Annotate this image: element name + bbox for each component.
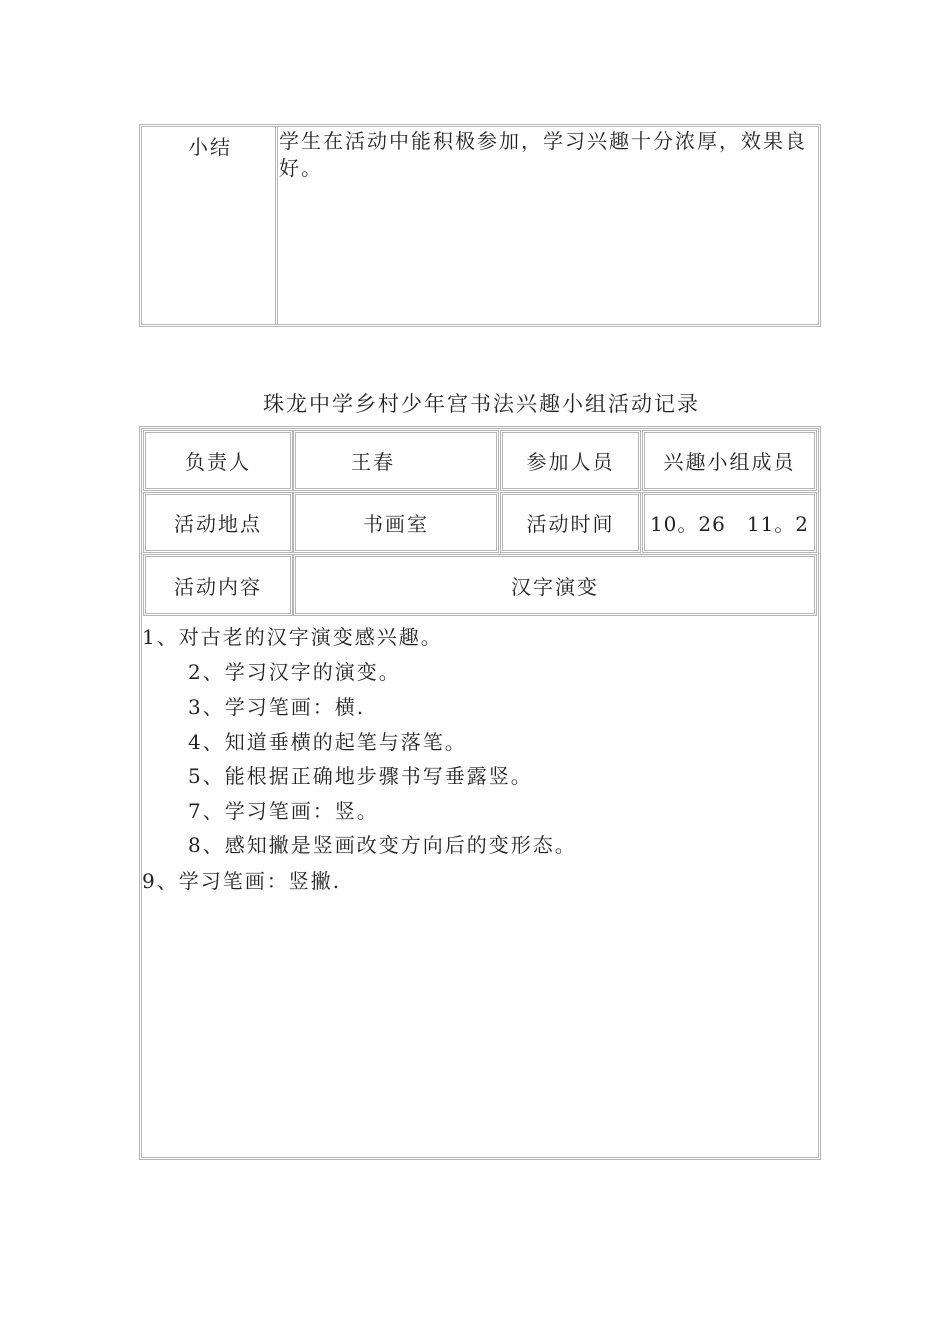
activity-item: 1、对古老的汉字演变感兴趣。 xyxy=(142,625,443,649)
location-value: 书画室 xyxy=(293,492,499,553)
time-label: 活动时间 xyxy=(500,492,641,553)
summary-text: 学生在活动中能积极参加，学习兴趣十分浓厚，效果良好。 xyxy=(279,129,807,180)
summary-label: 小结 xyxy=(188,135,232,159)
participants-value: 兴趣小组成员 xyxy=(642,430,817,491)
time-value: 10。26 11。2 xyxy=(642,492,817,553)
activity-item: 3、学习笔画：横. xyxy=(188,695,366,719)
content-value: 汉字演变 xyxy=(293,554,817,616)
activity-item: 9、学习笔画：竖撇. xyxy=(142,869,342,893)
person-value: 王春 xyxy=(293,430,499,491)
location-label: 活动地点 xyxy=(143,492,293,553)
activity-item: 4、知道垂横的起笔与落笔。 xyxy=(188,730,467,754)
record-title: 珠龙中学乡村少年宫书法兴趣小组活动记录 xyxy=(263,392,700,416)
activity-item: 7、学习笔画：竖。 xyxy=(188,799,379,823)
activity-item: 8、感知撇是竖画改变方向后的变形态。 xyxy=(188,833,577,857)
content-label: 活动内容 xyxy=(143,554,293,616)
participants-label: 参加人员 xyxy=(500,430,641,491)
person-label: 负责人 xyxy=(143,430,293,491)
activity-item: 2、学习汉字的演变。 xyxy=(188,660,401,684)
summary-divider xyxy=(275,127,278,324)
activity-item: 5、能根据正确地步骤书写垂露竖。 xyxy=(188,764,533,788)
